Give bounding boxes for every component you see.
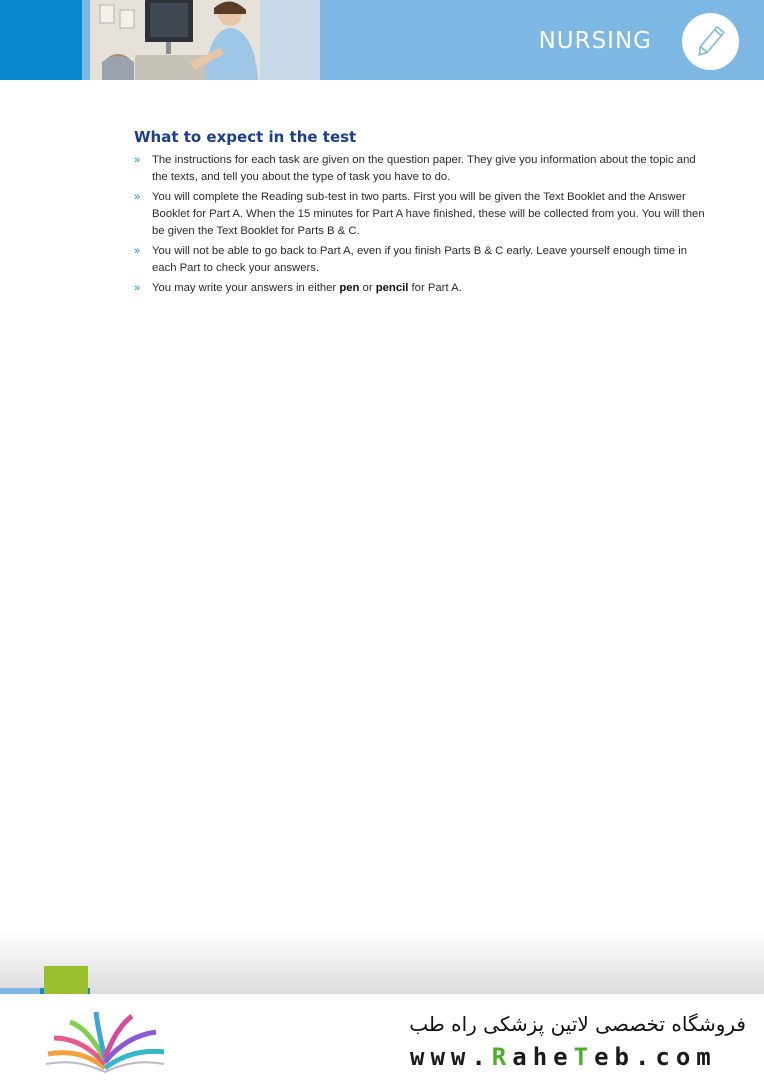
bullet-marker-icon: » — [134, 282, 141, 294]
pencil-icon — [682, 13, 739, 70]
list-item-text: You will not be able to go back to Part A, even if you finish Parts B & C early. Leave yourself enough time in each Part to check your answers. — [152, 245, 688, 274]
url-part-highlight: R — [491, 1043, 513, 1071]
list-item-text-middle: or — [359, 282, 376, 294]
list-item — [134, 152, 709, 186]
footer-gradient — [0, 930, 764, 995]
list-item — [134, 280, 709, 297]
url-part-highlight: T — [573, 1043, 595, 1071]
footer-green-square — [44, 966, 88, 995]
footer-banner — [0, 994, 764, 1080]
main-content — [134, 128, 709, 300]
bullet-marker-icon: » — [134, 245, 141, 257]
brand-name-persian: فروشگاه تخصصی لاتین پزشکی راه طب — [409, 1012, 746, 1036]
header-title: NURSING — [538, 28, 652, 54]
page-header — [0, 0, 764, 80]
list-item-text-suffix: for Part A. — [408, 282, 462, 294]
url-part: eb.com — [594, 1043, 717, 1071]
header-blue-block — [0, 0, 82, 80]
header-photo-nurse-with-patient — [90, 0, 320, 80]
list-item — [134, 189, 709, 240]
bullet-marker-icon: » — [134, 191, 141, 203]
open-book-logo-icon — [40, 1008, 170, 1076]
section-title: What to expect in the test — [134, 128, 357, 146]
url-part: ahe — [512, 1043, 574, 1071]
nurse-photo-illustration — [90, 0, 320, 80]
bullet-marker-icon: » — [134, 154, 141, 166]
pencil-icon-badge — [682, 13, 739, 70]
list-item-text: The instructions for each task are given on the question paper. They give you information about the topic and the texts, and tell you about the type of task you have to do. — [152, 154, 696, 183]
expectations-list — [134, 152, 709, 297]
list-item — [134, 243, 709, 277]
list-item-text: You will complete the Reading sub-test in two parts. First you will be given the Text Booklet and the Answer Booklet for Part A. When the 15 minutes for Part A have finished, these will be collected from you. You will then be given the Text Booklet for Parts B & C. — [152, 191, 705, 237]
brand-url — [410, 1043, 717, 1071]
pencil-keyword: pencil — [375, 282, 409, 294]
url-part: www. — [410, 1043, 492, 1071]
list-item-text-prefix: You may write your answers in either — [152, 282, 340, 294]
pen-keyword: pen — [339, 282, 360, 294]
